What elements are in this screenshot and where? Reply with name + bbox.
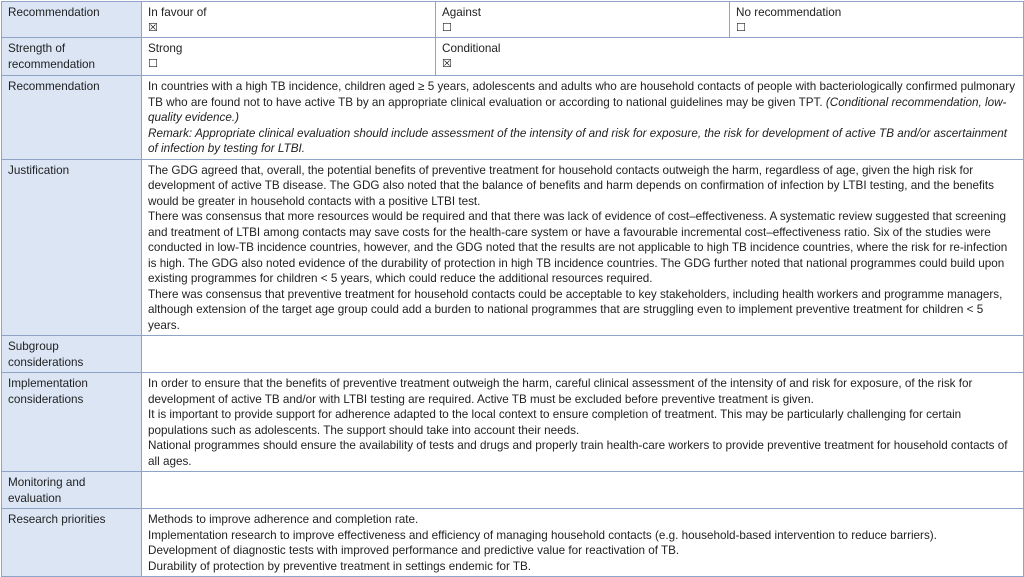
option-no-recommendation bbox=[730, 2, 1024, 38]
implementation-text bbox=[142, 373, 1024, 472]
label-justification: Justification bbox=[2, 159, 142, 336]
recommendation-table bbox=[1, 1, 1024, 577]
option-conditional-label: Conditional bbox=[442, 42, 501, 55]
research-item: Implementation research to improve effectiveness and efficiency of managing household contacts (e.g. household-based intervention to reduce barriers). bbox=[148, 528, 937, 542]
checkbox-conditional[interactable]: ☒ bbox=[442, 56, 452, 70]
label-research: Research priorities bbox=[2, 509, 142, 577]
option-in-favour-label: In favour of bbox=[148, 6, 207, 19]
row-recommendation bbox=[2, 76, 1024, 160]
label-implementation: Implementation considerations bbox=[2, 373, 142, 472]
option-in-favour bbox=[142, 2, 436, 38]
row-research bbox=[2, 509, 1024, 577]
option-strong-label: Strong bbox=[148, 42, 183, 55]
label-monitoring: Monitoring and evaluation bbox=[2, 472, 142, 509]
row-recommendation-type bbox=[2, 2, 1024, 38]
option-conditional bbox=[436, 38, 1024, 76]
label-subgroup: Subgroup considerations bbox=[2, 336, 142, 373]
monitoring-text bbox=[142, 472, 1024, 509]
label-strength: Strength of recommendation bbox=[2, 38, 142, 76]
label-recommendation-type: Recommendation bbox=[2, 2, 142, 38]
checkbox-in-favour[interactable]: ☒ bbox=[148, 20, 158, 34]
justification-para-2: There was consensus that more resources would be required and that there was lack of evidence of cost–effectiveness. A systematic review suggested that screening and treatment of LTBI among contacts may save costs for the health-care system or have a favourable incremental cost–effectiveness ratio. Six of the studies were conducted in low-TB incidence countries, however, and the GDG noted that the results are not applicable to high TB incidence countries, where the risk for re-infection is high. The GDG also noted evidence of the durability of protection in high TB incidence countries. The GDG further noted that national programmes could build upon existing programmes for children < 5 years, which could reduce the additional resources required. bbox=[148, 210, 1008, 285]
research-item: Durability of protection by preventive treatment in settings endemic for TB. bbox=[148, 559, 532, 573]
implementation-para-3: National programmes should ensure the availability of tests and drugs and properly train health-care workers to provide preventive treatment for household contacts of all ages. bbox=[148, 439, 1008, 468]
checkbox-against[interactable]: ☐ bbox=[442, 20, 452, 34]
row-monitoring bbox=[2, 472, 1024, 509]
implementation-para-2: It is important to provide support for adherence adapted to the local context to ensure completion of treatment. This may be particularly challenging for certain populations such as adolescents. The support should take into account their needs. bbox=[148, 408, 962, 437]
recommendation-remark: Remark: Appropriate clinical evaluation should include assessment of the intensity of and risk for exposure, the risk for development of active TB and/or ascertainment of infection by testing for LTBI. bbox=[148, 126, 1008, 155]
research-text bbox=[142, 509, 1024, 577]
justification-text bbox=[142, 159, 1024, 336]
research-item: Development of diagnostic tests with improved performance and predictive value for reactivation of TB. bbox=[148, 544, 680, 557]
option-strong bbox=[142, 38, 436, 76]
row-justification bbox=[2, 159, 1024, 336]
checkbox-no-recommendation[interactable]: ☐ bbox=[736, 20, 746, 34]
justification-para-3: There was consensus that preventive treatment for household contacts could be acceptable to key stakeholders, including health workers and programme managers, although extension of the target age group could add a burden to national programmes that are struggling even to implement preventive treatment for children < 5 years. bbox=[148, 287, 1003, 332]
option-against bbox=[436, 2, 730, 38]
justification-para-1: The GDG agreed that, overall, the potential benefits of preventive treatment for household contacts outweigh the harm, regardless of age, given the high risk for development of active TB disease. The GDG also noted that the balance of benefits and harm depends on confirmation of infection by LTBI testing, and the benefits would be greater in household contacts with a positive LTBI test. bbox=[148, 163, 994, 208]
row-strength bbox=[2, 38, 1024, 76]
row-implementation bbox=[2, 373, 1024, 472]
checkbox-strong[interactable]: ☐ bbox=[148, 56, 158, 70]
row-subgroup bbox=[2, 336, 1024, 373]
label-recommendation: Recommendation bbox=[2, 76, 142, 160]
option-no-recommendation-label: No recommendation bbox=[736, 6, 842, 19]
recommendation-text: In countries with a high TB incidence, children aged ≥ 5 years, adolescents and adults who are household contacts of people with bacteriologically confirmed pulmonary TB who are found not to have active TB by an appropriate clinical evaluation or according to national guidelines may be given TPT. (Conditional recommendation, low-quality evidence.) Remark: Appropriate clinical evaluation should include assessment of the intensity of and risk for exposure, the risk for development of active TB and/or ascertainment of infection by testing for LTBI. bbox=[142, 76, 1024, 160]
implementation-para-1: In order to ensure that the benefits of preventive treatment outweigh the harm, careful clinical assessment of the intensity of and risk for exposure, of the risk for development of active TB and/or with LTBI testing are required. Active TB must be excluded before preventive treatment is given. bbox=[148, 377, 973, 406]
option-against-label: Against bbox=[442, 6, 481, 19]
subgroup-text bbox=[142, 336, 1024, 373]
research-item: Methods to improve adherence and completion rate. bbox=[148, 513, 419, 526]
